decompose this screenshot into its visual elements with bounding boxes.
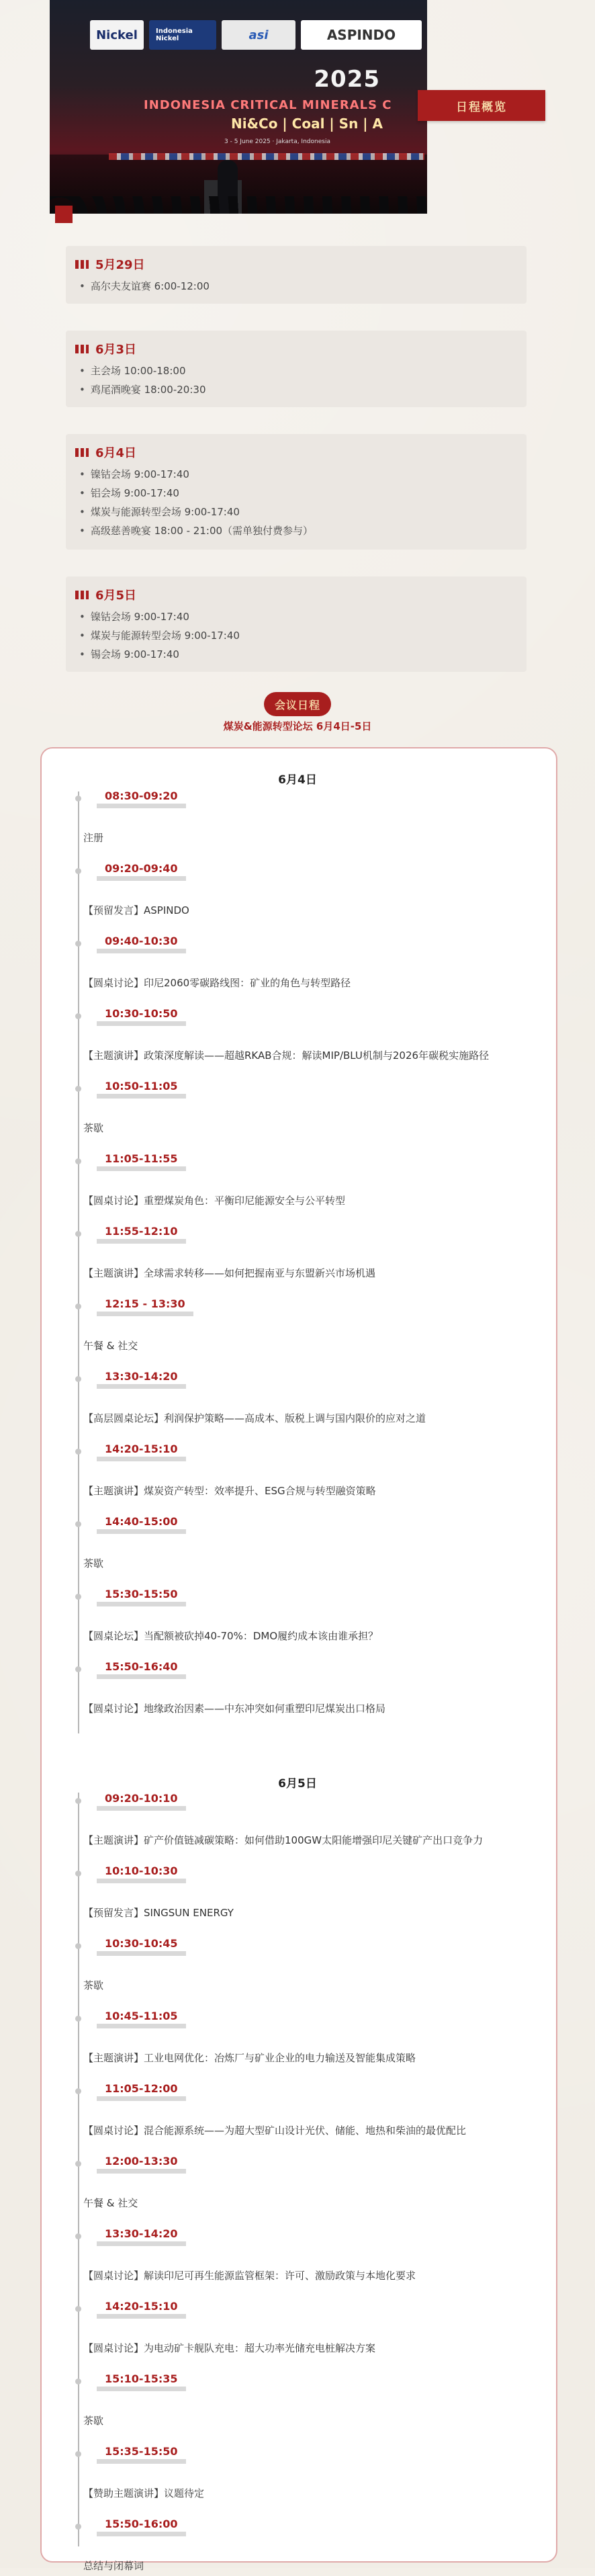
slot-time: 14:20-15:10 xyxy=(97,2301,186,2319)
timeline-dot-icon xyxy=(75,2524,81,2530)
flag-banner xyxy=(109,153,424,160)
list-item: • 高级慈善晚宴 18:00 - 21:00（需单独付费参与） xyxy=(79,521,313,540)
timeline-line xyxy=(78,1793,79,2546)
list-item: • 高尔夫友谊赛 6:00-12:00 xyxy=(79,277,210,296)
slot-item: 茶歇 xyxy=(83,1979,104,1991)
slot-item: 茶歇 xyxy=(83,1122,104,1134)
slot-time: 15:30-15:50 xyxy=(97,1588,186,1606)
slot-item: 【主题演讲】工业电网优化：冶炼厂与矿业企业的电力输送及智能集成策略 xyxy=(83,2052,416,2064)
slot-item: 【主题演讲】煤炭资产转型：效率提升、ESG合规与转型融资策略 xyxy=(83,1485,376,1497)
agenda-badge: 会议日程 xyxy=(264,692,331,716)
hero-year: 2025 xyxy=(314,66,380,93)
overview-day-date: 6月3日 xyxy=(95,343,137,357)
bars-icon xyxy=(75,345,89,353)
timeline-dot-icon xyxy=(75,868,81,874)
slot-item: 午餐 & 社交 xyxy=(83,1340,138,1352)
slot-time: 15:35-15:50 xyxy=(97,2446,186,2464)
timeline-dot-icon xyxy=(75,1943,81,1949)
slot-time: 14:40-15:00 xyxy=(97,1516,186,1534)
overview-day-header xyxy=(75,255,145,273)
overview-day-date: 6月4日 xyxy=(95,446,137,460)
timeline-line xyxy=(78,791,79,1733)
timeline-dot-icon xyxy=(75,2378,81,2385)
slot-item: 【圆桌论坛】当配额被砍掉40-70%：DMO履约成本该由谁承担？ xyxy=(83,1630,379,1642)
hero-title: INDONESIA CRITICAL MINERALS C xyxy=(144,98,392,112)
list-item: • 镍钴会场 9:00-17:40 xyxy=(79,465,313,484)
slot-time: 12:00-13:30 xyxy=(97,2155,186,2174)
timeline-dot-icon xyxy=(75,1303,81,1310)
list-item: • 鸡尾酒晚宴 18:00-20:30 xyxy=(79,380,206,399)
timeline-dot-icon xyxy=(75,2233,81,2239)
slot-time: 15:50-16:40 xyxy=(97,1661,186,1679)
hero-date: 3 - 5 June 2025 · Jakarta, Indonesia xyxy=(224,138,330,145)
bars-icon xyxy=(75,260,89,269)
slot-item: 【预留发言】SINGSUN ENERGY xyxy=(83,1907,234,1919)
timeline-dot-icon xyxy=(75,1013,81,1019)
slot-item: 【预留发言】ASPINDO xyxy=(83,904,189,916)
overview-day-list xyxy=(79,465,313,540)
overview-tag: 日程概览 xyxy=(418,90,545,121)
overview-day-0529 xyxy=(66,246,527,304)
slot-time: 11:05-11:55 xyxy=(97,1153,186,1171)
timeline-dot-icon xyxy=(75,1231,81,1237)
list-item: • 煤炭与能源转型会场 9:00-17:40 xyxy=(79,503,313,521)
slot-time: 10:30-10:50 xyxy=(97,1008,186,1026)
agenda-subtitle: 煤炭&能源转型论坛 6月4日-5日 xyxy=(223,720,372,732)
list-item: • 主会场 10:00-18:00 xyxy=(79,361,206,380)
slot-item: 【赞助主题演讲】议题待定 xyxy=(83,2487,205,2499)
slot-item: 总结与闭幕词 xyxy=(83,2560,144,2572)
overview-day-0604 xyxy=(66,434,527,550)
overview-day-0603 xyxy=(66,331,527,407)
timeline-dot-icon xyxy=(75,941,81,947)
timeline-dot-icon xyxy=(75,1449,81,1455)
slot-time: 10:30-10:45 xyxy=(97,1938,186,1956)
timeline-dot-icon xyxy=(75,1158,81,1164)
slot-item: 【高层圆桌论坛】利润保护策略——高成本、版税上调与国内限价的应对之道 xyxy=(83,1412,426,1424)
timeline-dot-icon xyxy=(75,1376,81,1382)
slot-time: 09:40-10:30 xyxy=(97,935,186,953)
decor-red-square xyxy=(55,206,73,223)
slot-time: 11:05-12:00 xyxy=(97,2083,186,2101)
overview-day-date: 6月5日 xyxy=(95,589,137,603)
slot-item: 【圆桌讨论】重塑煤炭角色：平衡印尼能源安全与公平转型 xyxy=(83,1195,346,1207)
slot-item: 【圆桌讨论】解读印尼可再生能源监管框架：许可、激励政策与本地化要求 xyxy=(83,2270,416,2282)
slot-time: 15:10-15:35 xyxy=(97,2373,186,2391)
overview-day-list xyxy=(79,361,206,399)
bars-icon xyxy=(75,591,89,599)
timeline-dot-icon xyxy=(75,1086,81,1092)
slot-item: 【圆桌讨论】印尼2060零碳路线图：矿业的角色与转型路径 xyxy=(83,977,351,989)
overview-day-header xyxy=(75,443,136,461)
logo-asi: asi xyxy=(222,20,295,50)
hero-image xyxy=(50,0,427,214)
overview-day-header xyxy=(75,586,136,603)
slot-item: 注册 xyxy=(83,832,104,844)
timeline-dot-icon xyxy=(75,2451,81,2457)
slot-time: 15:50-16:00 xyxy=(97,2518,186,2536)
slot-time: 12:15 - 13:30 xyxy=(97,1298,193,1316)
timeline-dot-icon xyxy=(75,1521,81,1527)
slot-item: 茶歇 xyxy=(83,2415,104,2427)
slot-time: 10:10-10:30 xyxy=(97,1865,186,1883)
slot-time: 09:20-10:10 xyxy=(97,1793,186,1811)
slot-time: 11:55-12:10 xyxy=(97,1226,186,1244)
timeline-dot-icon xyxy=(75,2088,81,2094)
slot-time: 10:45-11:05 xyxy=(97,2010,186,2028)
slot-item: 【主题演讲】全球需求转移——如何把握南亚与东盟新兴市场机遇 xyxy=(83,1267,376,1279)
slot-item: 【圆桌讨论】混合能源系统——为超大型矿山设计光伏、储能、地热和柴油的最优配比 xyxy=(83,2124,467,2137)
list-item: • 煤炭与能源转型会场 9:00-17:40 xyxy=(79,626,240,645)
slot-item: 【主题演讲】政策深度解读——超越RKAB合规：解读MIP/BLU机制与2026年碳税实施路径 xyxy=(83,1049,490,1062)
overview-day-list xyxy=(79,607,240,664)
timeline-dot-icon xyxy=(75,2161,81,2167)
overview-day-date: 5月29日 xyxy=(95,258,145,272)
hero-subtitle: Ni&Co | Coal | Sn | A xyxy=(231,116,383,132)
sponsor-logos xyxy=(90,15,427,55)
timeline-dot-icon xyxy=(75,1594,81,1600)
overview-day-list xyxy=(79,277,210,296)
slot-time: 14:20-15:10 xyxy=(97,1443,186,1461)
bars-icon xyxy=(75,448,89,457)
timeline-dot-icon xyxy=(75,1798,81,1804)
overview-day-header xyxy=(75,340,136,357)
audience-silhouettes xyxy=(50,196,427,214)
list-item: • 锡会场 9:00-17:40 xyxy=(79,645,240,664)
slot-item: 【圆桌讨论】为电动矿卡舰队充电：超大功率光储充电桩解决方案 xyxy=(83,2342,376,2354)
timeline-dot-icon xyxy=(75,1871,81,1877)
slot-item: 午餐 & 社交 xyxy=(83,2197,138,2209)
slot-time: 10:50-11:05 xyxy=(97,1080,186,1099)
logo-indonesia-nickel: Indonesia Nickel xyxy=(149,20,216,50)
logo-aspindo: ASPINDO xyxy=(301,20,422,50)
slot-item: 【主题演讲】矿产价值链减碳策略：如何借助100GW太阳能增强印尼关键矿产出口竞争力 xyxy=(83,1834,484,1846)
slot-time: 09:20-09:40 xyxy=(97,863,186,881)
list-item: • 镍钴会场 9:00-17:40 xyxy=(79,607,240,626)
slot-item: 【圆桌讨论】地缘政治因素——中东冲突如何重塑印尼煤炭出口格局 xyxy=(83,1703,386,1715)
schedule-day-title: 6月5日 xyxy=(278,1777,317,1791)
timeline-dot-icon xyxy=(75,2016,81,2022)
timeline-dot-icon xyxy=(75,796,81,802)
slot-time: 13:30-14:20 xyxy=(97,2228,186,2246)
timeline-dot-icon xyxy=(75,2306,81,2312)
list-item: • 铝会场 9:00-17:40 xyxy=(79,484,313,503)
timeline-dot-icon xyxy=(75,1666,81,1672)
slot-item: 茶歇 xyxy=(83,1557,104,1570)
slot-time: 13:30-14:20 xyxy=(97,1371,186,1389)
slot-time: 08:30-09:20 xyxy=(97,790,186,808)
overview-day-0605 xyxy=(66,576,527,672)
schedule-day-title: 6月4日 xyxy=(278,773,317,787)
logo-nickel: Nickel xyxy=(90,20,144,50)
